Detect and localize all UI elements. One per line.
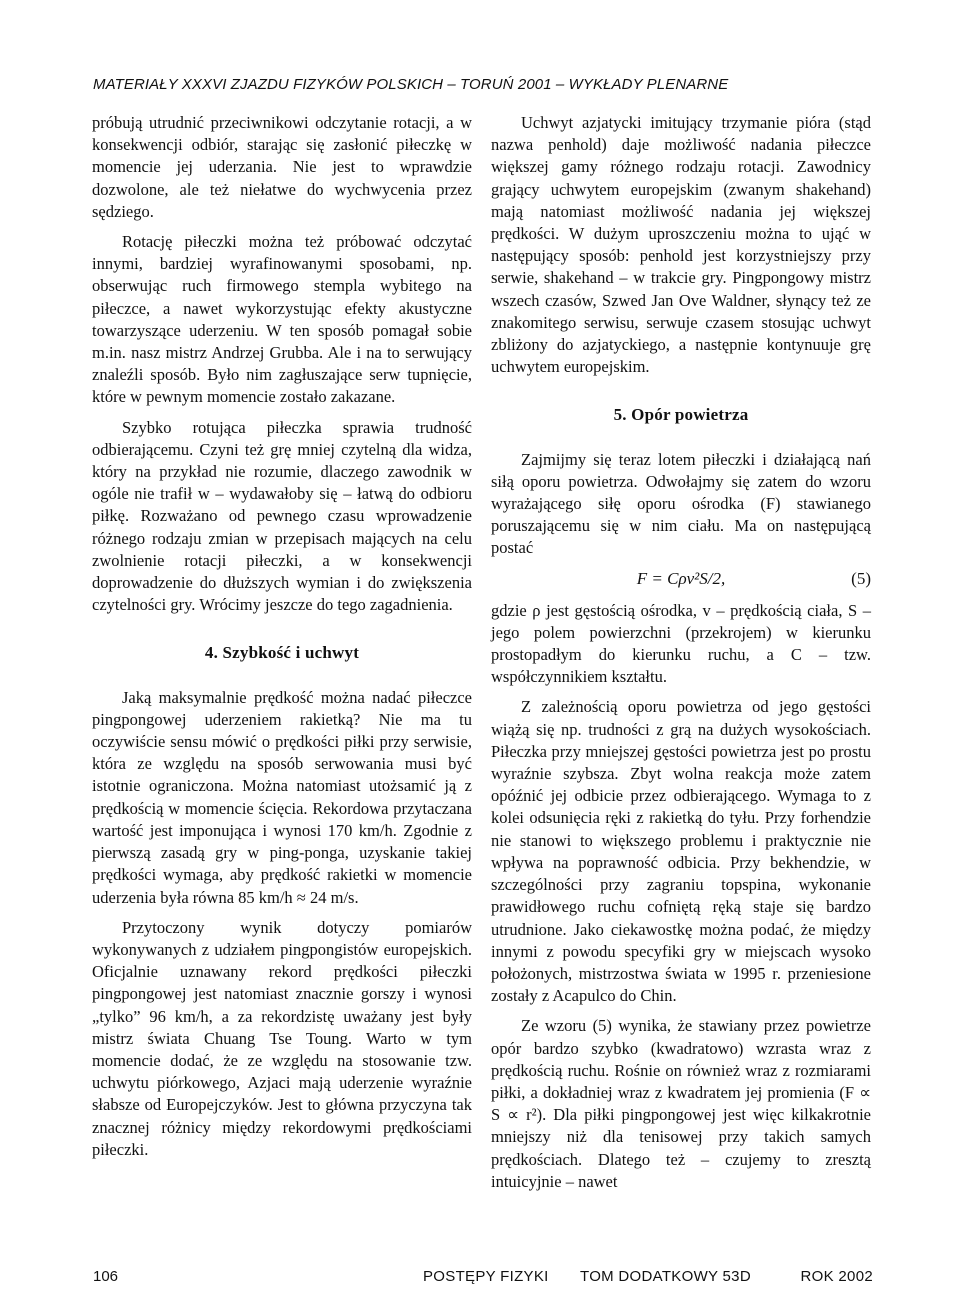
journal-name: POSTĘPY FIZYKI (423, 1268, 549, 1285)
paragraph: Przytoczony wynik dotyczy pomiarów wykonywanych z udziałem pingpongistów europejskich. Oficjalnie uznawany rekord prędkości piłeczki pingpongowej jest natomiast znacznie gorszy i wynosi „tylko” 96 km/h, a za rekordzistę uważany jest były mistrz świata Chuang Tse Toung. Warto w tym momencie dodać, że ze względu na stosowanie tzw. uchwytu piórkowego, Azjaci mają uderzenie wyraźnie słabsze od Europejczyków. Jest to główna przyczyna tak znacznej różnicy między rekordowymi prędkościami piłeczki. (92, 917, 472, 1159)
left-column (92, 112, 472, 1161)
paragraph: Ze wzoru (5) wynika, że stawiany przez powietrze opór bardzo szybko (kwadratowo) wzrasta wraz z prędkością ruchu. Rośnie on również wraz z rozmiarami piłki, a dokładniej wraz z kwadratem jej promienia (F ∝ S ∝ r²). Dla piłki pingpongowej jest więc kilkakrotnie mniejszy niż dla tenisowej przy takich samych prędkościach. Dlatego też – czujemy to zresztą intuicyjnie – nawet (491, 1016, 871, 1191)
paragraph: gdzie ρ jest gęstością ośrodka, v – prędkością ciała, S – jego polem powierzchni (przekrojem) w kierunku prostopadłym do kierunku ruchu, a C – tzw. współczynnikiem kształtu. (491, 600, 871, 687)
paragraph: Jaką maksymalnie prędkość można nadać piłeczce pingpongowej uderzeniem rakietką? Nie ma tu oczywiście sensu mówić o prędkości piłki przy serwisie, która ze względu na sposób serwowania musi być istotnie ograniczona. Można natomiast utożsamić ją z prędkością w momencie ścięcia. Rekordowa przytaczana wartość jest imponująca i wynosi 170 km/h. Zgodnie z pierwszą zasadą gry w ping-ponga, uzyskanie takiej prędkości wymaga, aby prędkość rakietki w momencie uderzenia była równa 85 km/h ≈ 24 m/s. (92, 687, 472, 907)
paragraph: Szybko rotująca piłeczka sprawia trudność odbierającemu. Czyni też grę mniej czytelną dla widza, który na przykład nie rozumie, dlaczego zawodnik w ogóle nie trafił w – wydawałoby się – łatwą do odbioru piłkę. Rozważano od pewnego czasu wprowadzenie różnego rodzaju zmian w przepisach mających na celu zwolnienie rotacji piłeczki, a w konsekwencji doprowadzenie do dłuższych wymian i do zwiększenia czytelności gry. Wrócimy jeszcze do tego zagadnienia. (92, 417, 472, 615)
paragraph: Z zależnością oporu powietrza od jego gęstości wiążą się np. trudności z grą na dużych wysokościach. Piłeczka przy mniejszej gęstości powietrza jest po prostu wyraźnie szybsza. Zbyt wolna reakcja może zatem opóźnić jej odbicie przez odbierającego. Wymaga to z kolei odsunięcia ręki z rakietką do tyłu. Przy forhendzie nie stanowi to większego problemu i praktycznie nie wpływa na poprawność odbicia. Przy bekhendzie, w szczególności przy zagraniu topspina, wykonanie prawidłowego ruchu cofniętą ręką staje się bardzo utrudnione. Jako ciekawostkę można podać, że między innymi z powodu specyfiki gry w miejscach wysoko położonych, mistrzostwa świata w 1995 r. przeniesione zostały z Acapulco do Chin. (491, 697, 871, 1006)
section-heading-4: 4. Szybkość i uchwyt (204, 643, 360, 663)
equation-5 (491, 568, 871, 590)
equation-body: F = Cρv²S/2, (636, 568, 726, 588)
journal-year: ROK 2002 (800, 1268, 873, 1285)
page-number: 106 (93, 1268, 119, 1285)
running-header: MATERIAŁY XXXVI ZJAZDU FIZYKÓW POLSKICH – TORUŃ 2001 – WYKŁADY PLENARNE (93, 76, 729, 93)
equation-number: (5) (851, 568, 871, 588)
journal-volume: TOM DODATKOWY 53D (580, 1268, 751, 1285)
paragraph: Uchwyt azjatycki imitujący trzymanie pióra (stąd nazwa penhold) daje możliwość nadania piłeczce większej gamy różnego rodzaju rotacji. Zawodnicy grający uchwytem europejskim (zwanym shakehand) mają natomiast możliwość nadania jej większej prędkości. W dużym uproszczeniu można to ująć w następujący sposób: penhold jest korzystniejszy przy serwie, shakehand – w trakcie gry. Pingpongowy mistrz wszech czasów, Szwed Jan Ove Waldner, słynący też ze znakomitego serwisu, serwuje czasem stosując uchwyt zbliżony do azjatyckiego, a następnie kontynuuje grę uchwytem europejskim. (491, 113, 871, 377)
paragraph: próbują utrudnić przeciwnikowi odczytanie rotacji, a w konsekwencji odbiór, starając się zasłonić piłeczkę w momencie jej uderzania. Nie jest to wprawdzie dozwolone, ale też niełatwe do wychwycenia przez sędziego. (92, 113, 472, 221)
right-column (491, 112, 871, 1193)
paragraph: Zajmijmy się teraz lotem piłeczki i działającą nań siłą oporu powietrza. Odwołajmy się zatem do wzoru wyrażającego siłę oporu ośrodka (F) stawianego poruszającemu się w nim ciału. Ma on następującą postać (491, 449, 871, 558)
paragraph: Rotację piłeczki można też próbować odczytać innymi, bardziej wyrafinowanymi sposobami, np. obserwując ruch firmowego stempla wybitego na piłeczce, a nawet wykorzystując efekty akustyczne towarzyszące uderzeniu. W ten sposób pomagał sobie m.in. nasz mistrz Andrzej Grubba. Ale i na to serwujący znaleźli sposób. Było nim zagłuszające serw tupnięcie, które w pewnym momencie zostało zakazane. (92, 232, 472, 407)
section-heading-5: 5. Opór powietrza (613, 405, 749, 425)
